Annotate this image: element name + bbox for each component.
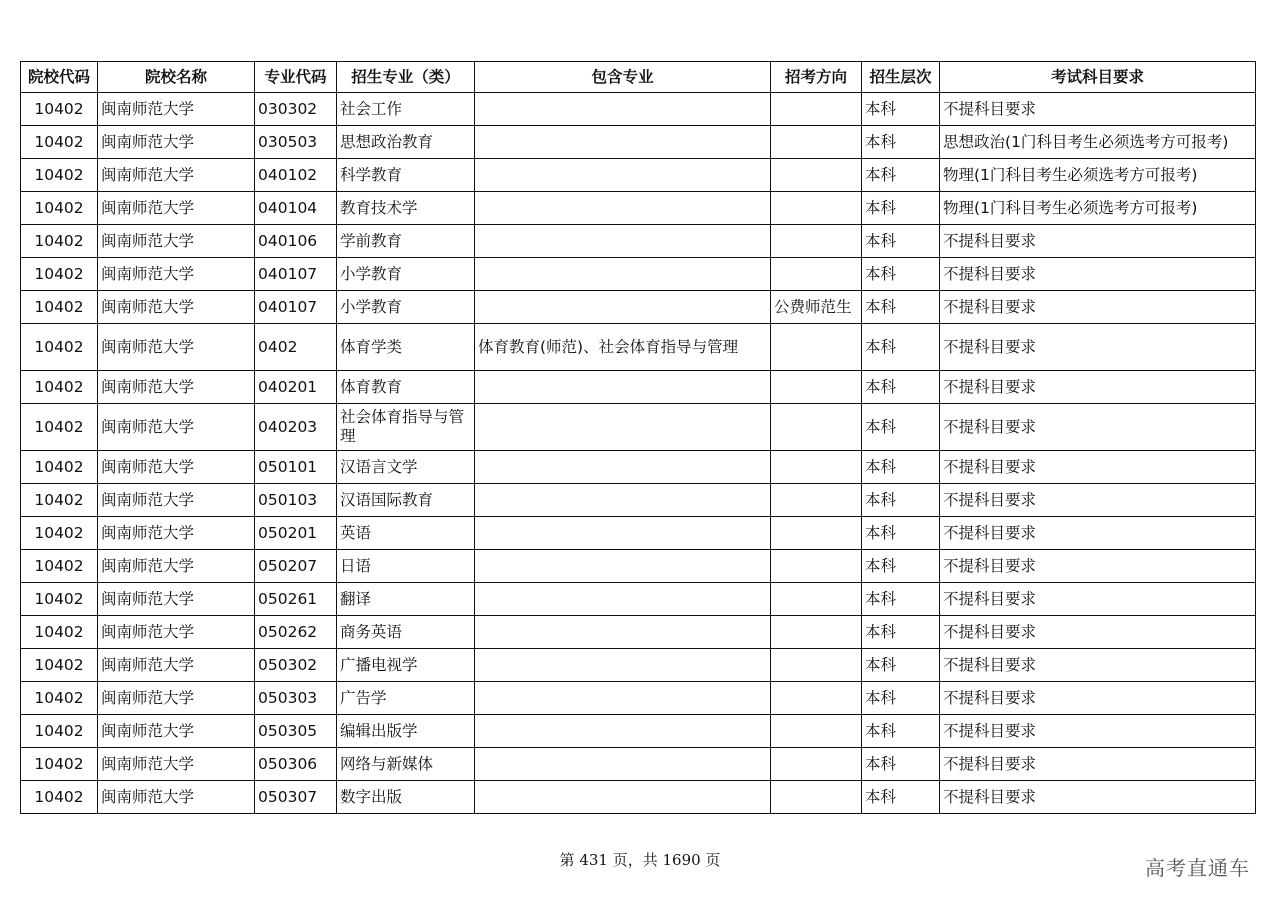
level-cell: 本科 [862,324,940,371]
header-included-majors: 包含专业 [475,62,771,93]
included-majors-cell [475,451,771,484]
table-row [21,616,1256,649]
school-code-cell: 10402 [21,258,98,291]
included-majors-cell [475,192,771,225]
table-row [21,748,1256,781]
included-majors-cell [475,682,771,715]
major-cell: 网络与新媒体 [337,748,475,781]
major-cell: 科学教育 [337,159,475,192]
level-cell: 本科 [862,781,940,814]
direction-cell [771,192,862,225]
included-majors-cell [475,649,771,682]
requirement-cell: 物理(1门科目考生必须选考方可报考) [940,192,1256,225]
table-row [21,225,1256,258]
school-name-cell: 闽南师范大学 [98,291,255,324]
included-majors-cell [475,404,771,451]
direction-cell [771,93,862,126]
school-code-cell: 10402 [21,324,98,371]
included-majors-cell [475,748,771,781]
level-cell: 本科 [862,550,940,583]
included-majors-cell [475,550,771,583]
school-name-cell: 闽南师范大学 [98,748,255,781]
included-majors-cell [475,715,771,748]
table-row [21,192,1256,225]
included-majors-cell [475,225,771,258]
major-cell: 小学教育 [337,258,475,291]
level-cell: 本科 [862,258,940,291]
requirement-cell: 不提科目要求 [940,484,1256,517]
major-code-cell: 050306 [255,748,337,781]
major-cell: 日语 [337,550,475,583]
table-row [21,159,1256,192]
major-code-cell: 050307 [255,781,337,814]
table-row [21,682,1256,715]
school-code-cell: 10402 [21,404,98,451]
direction-cell [771,682,862,715]
level-cell: 本科 [862,404,940,451]
header-direction: 招考方向 [771,62,862,93]
direction-cell: 公费师范生 [771,291,862,324]
included-majors-cell [475,616,771,649]
level-cell: 本科 [862,517,940,550]
school-name-cell: 闽南师范大学 [98,781,255,814]
major-cell: 广播电视学 [337,649,475,682]
school-name-cell: 闽南师范大学 [98,192,255,225]
level-cell: 本科 [862,649,940,682]
school-code-cell: 10402 [21,616,98,649]
requirement-cell: 不提科目要求 [940,225,1256,258]
major-cell: 体育教育 [337,371,475,404]
major-code-cell: 030302 [255,93,337,126]
school-code-cell: 10402 [21,93,98,126]
school-name-cell: 闽南师范大学 [98,583,255,616]
major-code-cell: 040201 [255,371,337,404]
table-body [21,93,1256,814]
school-code-cell: 10402 [21,225,98,258]
school-name-cell: 闽南师范大学 [98,324,255,371]
school-code-cell: 10402 [21,517,98,550]
requirement-cell: 不提科目要求 [940,649,1256,682]
school-name-cell: 闽南师范大学 [98,159,255,192]
school-code-cell: 10402 [21,781,98,814]
header-requirement: 考试科目要求 [940,62,1256,93]
major-code-cell: 0402 [255,324,337,371]
header-major: 招生专业（类） [337,62,475,93]
table-row [21,324,1256,371]
requirement-cell: 不提科目要求 [940,258,1256,291]
requirement-cell: 不提科目要求 [940,781,1256,814]
table-row [21,781,1256,814]
school-code-cell: 10402 [21,484,98,517]
requirement-cell: 思想政治(1门科目考生必须选考方可报考) [940,126,1256,159]
requirement-cell: 不提科目要求 [940,550,1256,583]
major-cell: 广告学 [337,682,475,715]
header-major-code: 专业代码 [255,62,337,93]
level-cell: 本科 [862,583,940,616]
table-row [21,126,1256,159]
level-cell: 本科 [862,291,940,324]
major-cell: 数字出版 [337,781,475,814]
major-cell: 汉语言文学 [337,451,475,484]
admissions-table [20,61,1256,814]
level-cell: 本科 [862,159,940,192]
table-row [21,517,1256,550]
table-row [21,258,1256,291]
included-majors-cell [475,291,771,324]
header-school-code: 院校代码 [21,62,98,93]
included-majors-cell [475,93,771,126]
school-code-cell: 10402 [21,126,98,159]
included-majors-cell [475,258,771,291]
table-row [21,715,1256,748]
requirement-cell: 不提科目要求 [940,404,1256,451]
requirement-cell: 不提科目要求 [940,324,1256,371]
major-code-cell: 050303 [255,682,337,715]
school-code-cell: 10402 [21,550,98,583]
direction-cell [771,404,862,451]
requirement-cell: 不提科目要求 [940,682,1256,715]
direction-cell [771,225,862,258]
school-name-cell: 闽南师范大学 [98,451,255,484]
school-name-cell: 闽南师范大学 [98,225,255,258]
major-code-cell: 040102 [255,159,337,192]
direction-cell [771,715,862,748]
school-code-cell: 10402 [21,682,98,715]
table-row [21,371,1256,404]
major-code-cell: 030503 [255,126,337,159]
table-row [21,583,1256,616]
direction-cell [771,126,862,159]
major-code-cell: 040107 [255,258,337,291]
major-cell: 翻译 [337,583,475,616]
level-cell: 本科 [862,616,940,649]
table-row [21,404,1256,451]
school-code-cell: 10402 [21,649,98,682]
header-school-name: 院校名称 [98,62,255,93]
school-name-cell: 闽南师范大学 [98,550,255,583]
direction-cell [771,781,862,814]
major-cell: 小学教育 [337,291,475,324]
school-name-cell: 闽南师范大学 [98,404,255,451]
major-cell: 编辑出版学 [337,715,475,748]
school-name-cell: 闽南师范大学 [98,484,255,517]
included-majors-cell [475,583,771,616]
direction-cell [771,451,862,484]
watermark-logo: 高考直通车 [1145,856,1250,880]
table-row [21,93,1256,126]
page-number: 第 431 页，共 1690 页 [559,851,721,869]
school-name-cell: 闽南师范大学 [98,517,255,550]
level-cell: 本科 [862,225,940,258]
requirement-cell: 不提科目要求 [940,616,1256,649]
requirement-cell: 不提科目要求 [940,371,1256,404]
header-level: 招生层次 [862,62,940,93]
school-code-cell: 10402 [21,159,98,192]
school-name-cell: 闽南师范大学 [98,682,255,715]
major-cell: 学前教育 [337,225,475,258]
direction-cell [771,484,862,517]
major-code-cell: 050103 [255,484,337,517]
major-cell: 教育技术学 [337,192,475,225]
major-code-cell: 040203 [255,404,337,451]
major-code-cell: 040104 [255,192,337,225]
table-row [21,451,1256,484]
major-code-cell: 050305 [255,715,337,748]
school-code-cell: 10402 [21,371,98,404]
school-code-cell: 10402 [21,291,98,324]
major-code-cell: 040107 [255,291,337,324]
requirement-cell: 不提科目要求 [940,748,1256,781]
school-name-cell: 闽南师范大学 [98,371,255,404]
major-cell: 社会体育指导与管理 [337,404,475,451]
direction-cell [771,550,862,583]
major-code-cell: 050207 [255,550,337,583]
major-code-cell: 050302 [255,649,337,682]
level-cell: 本科 [862,126,940,159]
level-cell: 本科 [862,484,940,517]
major-code-cell: 050101 [255,451,337,484]
table-row [21,484,1256,517]
requirement-cell: 不提科目要求 [940,93,1256,126]
direction-cell [771,583,862,616]
included-majors-cell [475,484,771,517]
major-code-cell: 050262 [255,616,337,649]
direction-cell [771,616,862,649]
school-name-cell: 闽南师范大学 [98,616,255,649]
requirement-cell: 不提科目要求 [940,583,1256,616]
school-name-cell: 闽南师范大学 [98,715,255,748]
level-cell: 本科 [862,715,940,748]
major-cell: 汉语国际教育 [337,484,475,517]
table-row [21,649,1256,682]
included-majors-cell [475,781,771,814]
school-code-cell: 10402 [21,583,98,616]
major-code-cell: 050201 [255,517,337,550]
requirement-cell: 不提科目要求 [940,451,1256,484]
direction-cell [771,371,862,404]
requirement-cell: 不提科目要求 [940,517,1256,550]
requirement-cell: 物理(1门科目考生必须选考方可报考) [940,159,1256,192]
level-cell: 本科 [862,192,940,225]
included-majors-cell: 体育教育(师范)、社会体育指导与管理 [475,324,771,371]
level-cell: 本科 [862,93,940,126]
level-cell: 本科 [862,682,940,715]
major-code-cell: 050261 [255,583,337,616]
school-name-cell: 闽南师范大学 [98,93,255,126]
major-cell: 社会工作 [337,93,475,126]
table-row [21,550,1256,583]
school-code-cell: 10402 [21,451,98,484]
level-cell: 本科 [862,748,940,781]
school-name-cell: 闽南师范大学 [98,649,255,682]
direction-cell [771,649,862,682]
included-majors-cell [475,159,771,192]
school-code-cell: 10402 [21,192,98,225]
school-name-cell: 闽南师范大学 [98,126,255,159]
major-cell: 商务英语 [337,616,475,649]
table-row [21,291,1256,324]
major-cell: 英语 [337,517,475,550]
school-code-cell: 10402 [21,715,98,748]
direction-cell [771,159,862,192]
included-majors-cell [475,126,771,159]
included-majors-cell [475,371,771,404]
header-row [21,62,1256,93]
level-cell: 本科 [862,371,940,404]
level-cell: 本科 [862,451,940,484]
school-name-cell: 闽南师范大学 [98,258,255,291]
direction-cell [771,258,862,291]
included-majors-cell [475,517,771,550]
major-cell: 思想政治教育 [337,126,475,159]
direction-cell [771,748,862,781]
requirement-cell: 不提科目要求 [940,715,1256,748]
direction-cell [771,517,862,550]
major-code-cell: 040106 [255,225,337,258]
direction-cell [771,324,862,371]
requirement-cell: 不提科目要求 [940,291,1256,324]
school-code-cell: 10402 [21,748,98,781]
major-cell: 体育学类 [337,324,475,371]
